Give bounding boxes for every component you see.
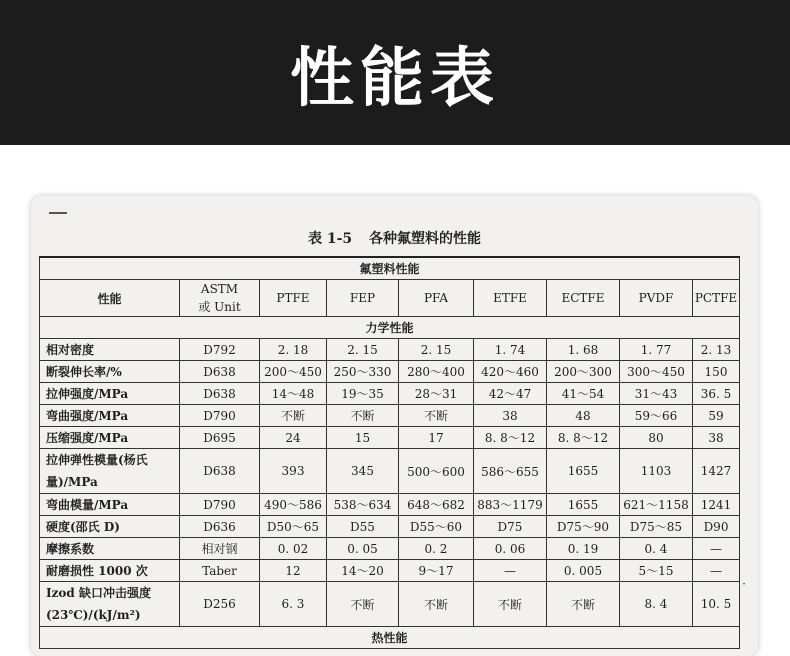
margin-dots: · — [742, 577, 746, 591]
property-value: 不断 — [327, 405, 399, 427]
property-name: 相对密度 — [40, 339, 180, 361]
property-value: 621～1158 — [620, 494, 693, 516]
property-value: 5～15 — [620, 560, 693, 582]
property-value: 38 — [693, 427, 740, 449]
property-value: 150 — [693, 361, 740, 383]
property-value: 586～655 — [474, 449, 547, 494]
astm-method: D792 — [180, 339, 260, 361]
property-value: 不断 — [399, 405, 474, 427]
header-material: PVDF — [620, 280, 693, 317]
property-value: 500～600 — [399, 449, 474, 494]
property-value: 41～54 — [547, 383, 620, 405]
property-value: 不断 — [327, 582, 399, 627]
property-value: 0. 19 — [547, 538, 620, 560]
property-value: 8. 8～12 — [547, 427, 620, 449]
property-value: 1655 — [547, 494, 620, 516]
table-row — [40, 538, 740, 560]
property-value: 24 — [260, 427, 327, 449]
astm-method: D790 — [180, 494, 260, 516]
property-value: 0. 05 — [327, 538, 399, 560]
property-value: 490～586 — [260, 494, 327, 516]
table-caption — [31, 228, 758, 248]
property-value: 59～66 — [620, 405, 693, 427]
property-value: 14～20 — [327, 560, 399, 582]
property-name: 断裂伸长率/% — [40, 361, 180, 383]
property-name: 压缩强度/MPa — [40, 427, 180, 449]
header-material: ECTFE — [547, 280, 620, 317]
header-material: ETFE — [474, 280, 547, 317]
property-value: 9～17 — [399, 560, 474, 582]
property-value: 19～35 — [327, 383, 399, 405]
property-value: 8. 8～12 — [474, 427, 547, 449]
header-astm-line1: ASTM — [200, 282, 239, 296]
property-name: 耐磨损性 1000 次 — [40, 560, 180, 582]
property-name: Izod 缺口冲击强度(23℃)/(kJ/m²) — [40, 582, 180, 627]
property-value: D50～65 — [260, 516, 327, 538]
table-number: 表 1-5 — [307, 231, 353, 247]
property-value: 不断 — [474, 582, 547, 627]
property-value: D90 — [693, 516, 740, 538]
property-value: 2. 13 — [693, 339, 740, 361]
property-value: 不断 — [547, 582, 620, 627]
astm-method: D638 — [180, 383, 260, 405]
document-image — [31, 196, 758, 656]
property-value: 6. 3 — [260, 582, 327, 627]
property-value: 不断 — [399, 582, 474, 627]
property-value: — — [474, 560, 547, 582]
property-value: 1. 77 — [620, 339, 693, 361]
table-row — [40, 582, 740, 627]
property-value: 14～48 — [260, 383, 327, 405]
astm-method: D695 — [180, 427, 260, 449]
section-next: 热性能 — [40, 627, 740, 649]
property-value: 1427 — [693, 449, 740, 494]
property-name: 硬度(邵氏 D) — [40, 516, 180, 538]
table-row — [40, 494, 740, 516]
property-value: D75～90 — [547, 516, 620, 538]
property-value: 538～634 — [327, 494, 399, 516]
header-astm — [180, 280, 260, 317]
property-value: 12 — [260, 560, 327, 582]
header-astm-line2: 或 Unit — [198, 300, 241, 314]
table-row — [40, 361, 740, 383]
astm-method: D256 — [180, 582, 260, 627]
property-value: 883～1179 — [474, 494, 547, 516]
property-value: 42～47 — [474, 383, 547, 405]
property-value: 36. 5 — [693, 383, 740, 405]
property-value: 200～300 — [547, 361, 620, 383]
astm-method: 相对钢 — [180, 538, 260, 560]
property-value: 1103 — [620, 449, 693, 494]
table-row — [40, 405, 740, 427]
property-value: 28～31 — [399, 383, 474, 405]
astm-method: D638 — [180, 361, 260, 383]
header-material: FEP — [327, 280, 399, 317]
properties-table — [39, 256, 740, 649]
property-value: — — [693, 538, 740, 560]
property-value: 8. 4 — [620, 582, 693, 627]
header-row — [40, 280, 740, 317]
header-material: PTFE — [260, 280, 327, 317]
table-row — [40, 516, 740, 538]
property-value: 38 — [474, 405, 547, 427]
property-value: 280～400 — [399, 361, 474, 383]
astm-method: Taber — [180, 560, 260, 582]
super-header: 氟塑料性能 — [40, 257, 740, 280]
property-value: 1. 74 — [474, 339, 547, 361]
property-value: 345 — [327, 449, 399, 494]
header-material: PFA — [399, 280, 474, 317]
super-header-row — [40, 257, 740, 280]
table-row — [40, 560, 740, 582]
property-value: 250～330 — [327, 361, 399, 383]
property-value: 300～450 — [620, 361, 693, 383]
property-value: 0. 02 — [260, 538, 327, 560]
property-name: 拉伸强度/MPa — [40, 383, 180, 405]
margin-mark — [49, 212, 67, 214]
property-value: 不断 — [260, 405, 327, 427]
property-value: 0. 4 — [620, 538, 693, 560]
property-value: — — [693, 560, 740, 582]
property-value: 31～43 — [620, 383, 693, 405]
astm-method: D790 — [180, 405, 260, 427]
astm-method: D638 — [180, 449, 260, 494]
table-row — [40, 339, 740, 361]
header-property: 性能 — [40, 280, 180, 317]
property-value: 1. 68 — [547, 339, 620, 361]
property-value: 2. 18 — [260, 339, 327, 361]
property-name: 弯曲模量/MPa — [40, 494, 180, 516]
header-material: PCTFE — [693, 280, 740, 317]
property-value: 200～450 — [260, 361, 327, 383]
table-title: 各种氟塑料的性能 — [369, 231, 482, 247]
banner-title: 性能表 — [290, 41, 500, 116]
property-value: D75～85 — [620, 516, 693, 538]
property-value: 0. 06 — [474, 538, 547, 560]
section-row — [40, 627, 740, 649]
property-value: 17 — [399, 427, 474, 449]
section-mechanical: 力学性能 — [40, 317, 740, 339]
property-value: D75 — [474, 516, 547, 538]
property-name: 弯曲强度/MPa — [40, 405, 180, 427]
property-value: 393 — [260, 449, 327, 494]
property-value: 15 — [327, 427, 399, 449]
section-row — [40, 317, 740, 339]
property-value: D55 — [327, 516, 399, 538]
property-value: 48 — [547, 405, 620, 427]
table-row — [40, 427, 740, 449]
property-value: 420～460 — [474, 361, 547, 383]
property-value: 2. 15 — [399, 339, 474, 361]
property-value: 1241 — [693, 494, 740, 516]
table-row — [40, 383, 740, 405]
property-value: 1655 — [547, 449, 620, 494]
property-name: 拉伸弹性模量(杨氏量)/MPa — [40, 449, 180, 494]
property-value: 80 — [620, 427, 693, 449]
astm-method: D636 — [180, 516, 260, 538]
property-value: 648～682 — [399, 494, 474, 516]
property-value: 0. 005 — [547, 560, 620, 582]
property-value: 2. 15 — [327, 339, 399, 361]
property-value: 0. 2 — [399, 538, 474, 560]
property-value: D55～60 — [399, 516, 474, 538]
property-value: 10. 5 — [693, 582, 740, 627]
property-name: 摩擦系数 — [40, 538, 180, 560]
table-row — [40, 449, 740, 494]
title-banner — [0, 0, 790, 145]
property-value: 59 — [693, 405, 740, 427]
